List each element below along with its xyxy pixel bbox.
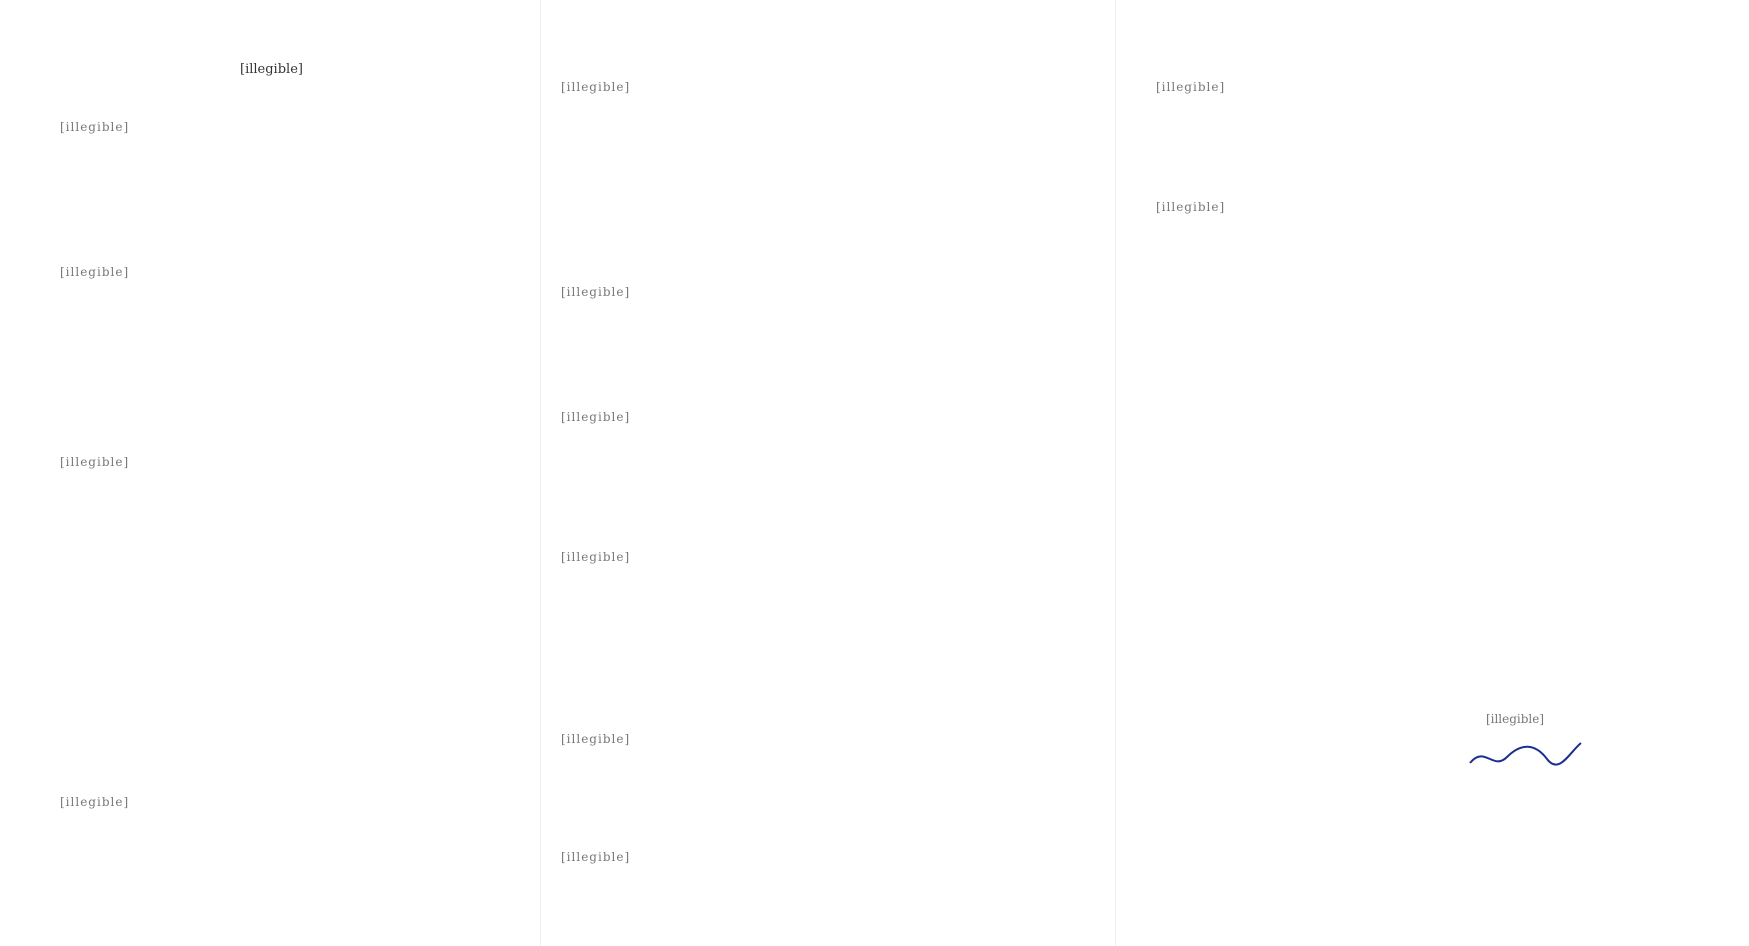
closing-block: [illegible]	[1485, 712, 1545, 726]
paragraph-5: [illegible]	[561, 80, 631, 94]
signature	[1465, 735, 1585, 775]
list-item-2: [illegible]	[561, 550, 631, 564]
page-middle	[540, 0, 1116, 946]
paragraph-8: [illegible]	[1156, 200, 1226, 214]
list-item-1: [illegible]	[561, 410, 631, 424]
paragraph-1: [illegible]	[60, 120, 130, 134]
paragraph-3: [illegible]	[60, 455, 130, 469]
paragraph-2: [illegible]	[60, 265, 130, 279]
letter-title: [illegible]	[240, 62, 303, 77]
page-right	[1115, 0, 1749, 946]
page-left	[0, 0, 540, 946]
list-item-4: [illegible]	[561, 850, 631, 864]
paragraph-4: [illegible]	[60, 795, 130, 809]
list-item-3: [illegible]	[561, 732, 631, 746]
paragraph-6: [illegible]	[561, 285, 631, 299]
paragraph-7: [illegible]	[1156, 80, 1226, 94]
